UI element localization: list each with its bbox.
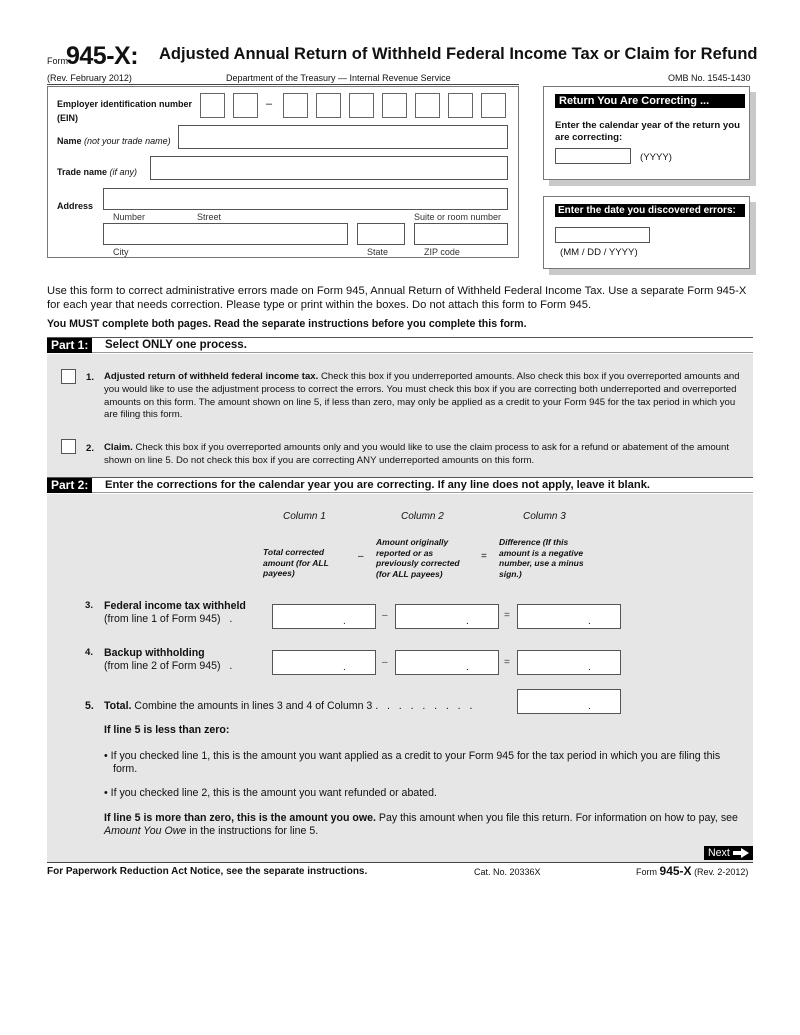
decimal-point: . <box>343 616 346 627</box>
decimal-point: . <box>466 616 469 627</box>
amount-owed-bold: If line 5 is more than zero, this is the amount you owe. <box>104 812 376 824</box>
line4-title: Backup withholding <box>104 647 205 659</box>
footer-form-number: 945-X <box>659 864 692 878</box>
ein-digit-9[interactable] <box>481 93 506 118</box>
name-note: (not your trade name) <box>84 136 171 146</box>
form-number: 945-X: <box>66 42 139 70</box>
part1-header <box>47 337 753 353</box>
footer-form-id <box>636 864 748 878</box>
amount-you-owe-ref: Amount You Owe <box>104 825 187 837</box>
zip-input[interactable] <box>414 223 508 245</box>
column1-description: Total corrected amount (for ALL payees) <box>263 547 329 578</box>
line4-source: (from line 2 of Form 945) . <box>104 660 233 672</box>
ein-digit-3[interactable] <box>283 93 308 118</box>
number-label: Number <box>113 212 146 222</box>
line3-column2-input[interactable] <box>395 604 499 629</box>
line3-minus: – <box>382 610 388 621</box>
column2-header: Column 2 <box>401 511 444 522</box>
department: Department of the Treasury — Internal Revenue Service <box>226 73 451 83</box>
line4-equals: = <box>504 657 510 668</box>
arrow-right-icon <box>733 848 749 858</box>
line4-column3-input[interactable] <box>517 650 621 675</box>
part2-title: Enter the corrections for the calendar year you are correcting. If any line does not apply, leave it blank. <box>105 479 651 491</box>
date-format-hint: (MM / DD / YYYY) <box>560 247 638 258</box>
line2-text <box>104 442 750 468</box>
line4-column2-input[interactable] <box>395 650 499 675</box>
trade-name-input[interactable] <box>150 156 508 180</box>
bullet-line2: • If you checked line 2, this is the amount you want refunded or abated. <box>104 787 437 799</box>
ein-separator: – <box>266 98 273 110</box>
footer-form-word: Form <box>636 867 657 877</box>
line3-title: Federal income tax withheld <box>104 600 246 612</box>
column3-description: Difference (If this amount is a negative number, use a minus sign.) <box>499 537 584 579</box>
trade-name-label: Trade name <box>57 167 108 177</box>
line5-body: Combine the amounts in lines 3 and 4 of Column 3 . . . . . . . . . <box>131 700 473 712</box>
part2-tag: Part 2: <box>47 478 92 493</box>
line5-bold: Total. <box>104 700 132 712</box>
line4-minus: – <box>382 657 388 668</box>
part2-header <box>47 477 753 493</box>
line5-number: 5. <box>85 700 94 712</box>
zip-label: ZIP code <box>424 247 460 257</box>
line1-bold: Adjusted return of withheld federal income tax. <box>104 371 319 382</box>
line5-text <box>104 700 472 712</box>
less-than-zero-heading: If line 5 is less than zero: <box>104 724 230 736</box>
adjusted-return-checkbox[interactable] <box>61 369 76 384</box>
part1-tag: Part 1: <box>47 338 92 353</box>
line1-number: 1. <box>86 372 95 383</box>
column-minus-sign: – <box>358 551 364 562</box>
name-label-wrap <box>57 136 171 146</box>
line3-number: 3. <box>85 600 94 611</box>
ein-digit-6[interactable] <box>382 93 407 118</box>
must-complete-notice: You MUST complete both pages. Read the separate instructions before you complete this form. <box>47 318 527 330</box>
claim-checkbox[interactable] <box>61 439 76 454</box>
line2-body: Check this box if you overreported amounts only and you would like to use the claim process to ask for a refund or abatement of the amount shown on line 5. Do not check this box if you are correcting ANY underreported amounts on this form. <box>104 442 730 466</box>
date-discovered-input[interactable] <box>555 227 650 243</box>
calendar-year-input[interactable] <box>555 148 631 164</box>
column-equals-sign: = <box>481 551 487 562</box>
amount-owed-text: Pay this amount when you file this return. For information on how to pay, see <box>375 812 738 824</box>
street-label: Street <box>197 212 222 222</box>
line4-number: 4. <box>85 647 94 658</box>
date-discovered-heading: Enter the date you discovered errors: <box>555 204 745 217</box>
column3-header: Column 3 <box>523 511 566 522</box>
revision-date: (Rev. February 2012) <box>47 73 132 83</box>
decimal-point: . <box>588 662 591 673</box>
footer-revision: (Rev. 2-2012) <box>694 867 749 877</box>
ein-digit-8[interactable] <box>448 93 473 118</box>
ein-digit-5[interactable] <box>349 93 374 118</box>
line3-column1-input[interactable] <box>272 604 376 629</box>
line1-text <box>104 371 750 422</box>
calendar-year-instruction: Enter the calendar year of the return you are correcting: <box>555 120 740 143</box>
header-rule <box>47 84 519 85</box>
ein-digit-7[interactable] <box>415 93 440 118</box>
line3-equals: = <box>504 610 510 621</box>
column2-description: Amount originally reported or as previously corrected (for ALL payees) <box>376 537 460 579</box>
next-label: Next <box>708 847 730 859</box>
state-label: State <box>367 247 389 257</box>
ein-digit-2[interactable] <box>233 93 258 118</box>
line2-number: 2. <box>86 443 95 454</box>
catalog-number: Cat. No. 20336X <box>474 867 541 877</box>
decimal-point: . <box>466 662 469 673</box>
ein-sub-label: (EIN) <box>57 113 78 123</box>
line4-column1-input[interactable] <box>272 650 376 675</box>
line3-source: (from line 1 of Form 945) . <box>104 613 233 625</box>
amount-owed-end: in the instructions for line 5. <box>186 825 319 837</box>
paperwork-notice: For Paperwork Reduction Act Notice, see the separate instructions. <box>47 866 368 877</box>
decimal-point: . <box>588 701 591 712</box>
form-title: Adjusted Annual Return of Withheld Federal Income Tax or Claim for Refund <box>159 45 758 63</box>
suite-label: Suite or room number <box>414 212 502 222</box>
omb-number: OMB No. 1545-1430 <box>668 73 751 83</box>
trade-label-wrap <box>57 167 137 177</box>
intro-text: Use this form to correct administrative errors made on Form 945, Annual Return of Withheld Federal Income Tax. Use a separate Form 945-X for each year that needs correction. Please type or print within the boxes. Do not attach this form to Form 945. <box>47 285 747 311</box>
decimal-point: . <box>588 616 591 627</box>
state-input[interactable] <box>357 223 405 245</box>
part1-title: Select ONLY one process. <box>105 339 247 351</box>
ein-digit-1[interactable] <box>200 93 225 118</box>
line2-bold: Claim. <box>104 442 133 453</box>
amount-owed-note <box>104 812 739 838</box>
next-button[interactable] <box>704 846 753 860</box>
column1-header: Column 1 <box>283 511 326 522</box>
street-address-input[interactable] <box>103 188 508 210</box>
line5-total-input[interactable] <box>517 689 621 714</box>
decimal-point: . <box>343 662 346 673</box>
footer-rule <box>47 862 753 863</box>
name-label: Name <box>57 136 82 146</box>
address-label: Address <box>57 201 94 211</box>
form-word: Form <box>47 56 68 66</box>
ein-digit-4[interactable] <box>316 93 341 118</box>
bullet-line1: • If you checked line 1, this is the amount you want applied as a credit to your Form 945 for the tax period in which you are filing this form. <box>104 750 721 775</box>
city-label: City <box>113 247 129 257</box>
city-input[interactable] <box>103 223 348 245</box>
trade-name-note: (if any) <box>109 167 138 177</box>
name-input[interactable] <box>178 125 508 149</box>
line3-column3-input[interactable] <box>517 604 621 629</box>
year-format-hint: (YYYY) <box>640 152 672 163</box>
return-correcting-heading: Return You Are Correcting ... <box>555 94 745 108</box>
ein-label: Employer identification number <box>57 99 193 109</box>
line1-body: Check this box if you underreported amounts. Also check this box if you overreported amounts and you would like to use the adjustment process to correct the errors. You must check this box if you are correcting both underreported and overreported amounts on this form. The amount shown on line 5, if less than zero, may only be applied as a credit to your Form 945 for the tax period in which you are filing this form. <box>104 371 740 421</box>
